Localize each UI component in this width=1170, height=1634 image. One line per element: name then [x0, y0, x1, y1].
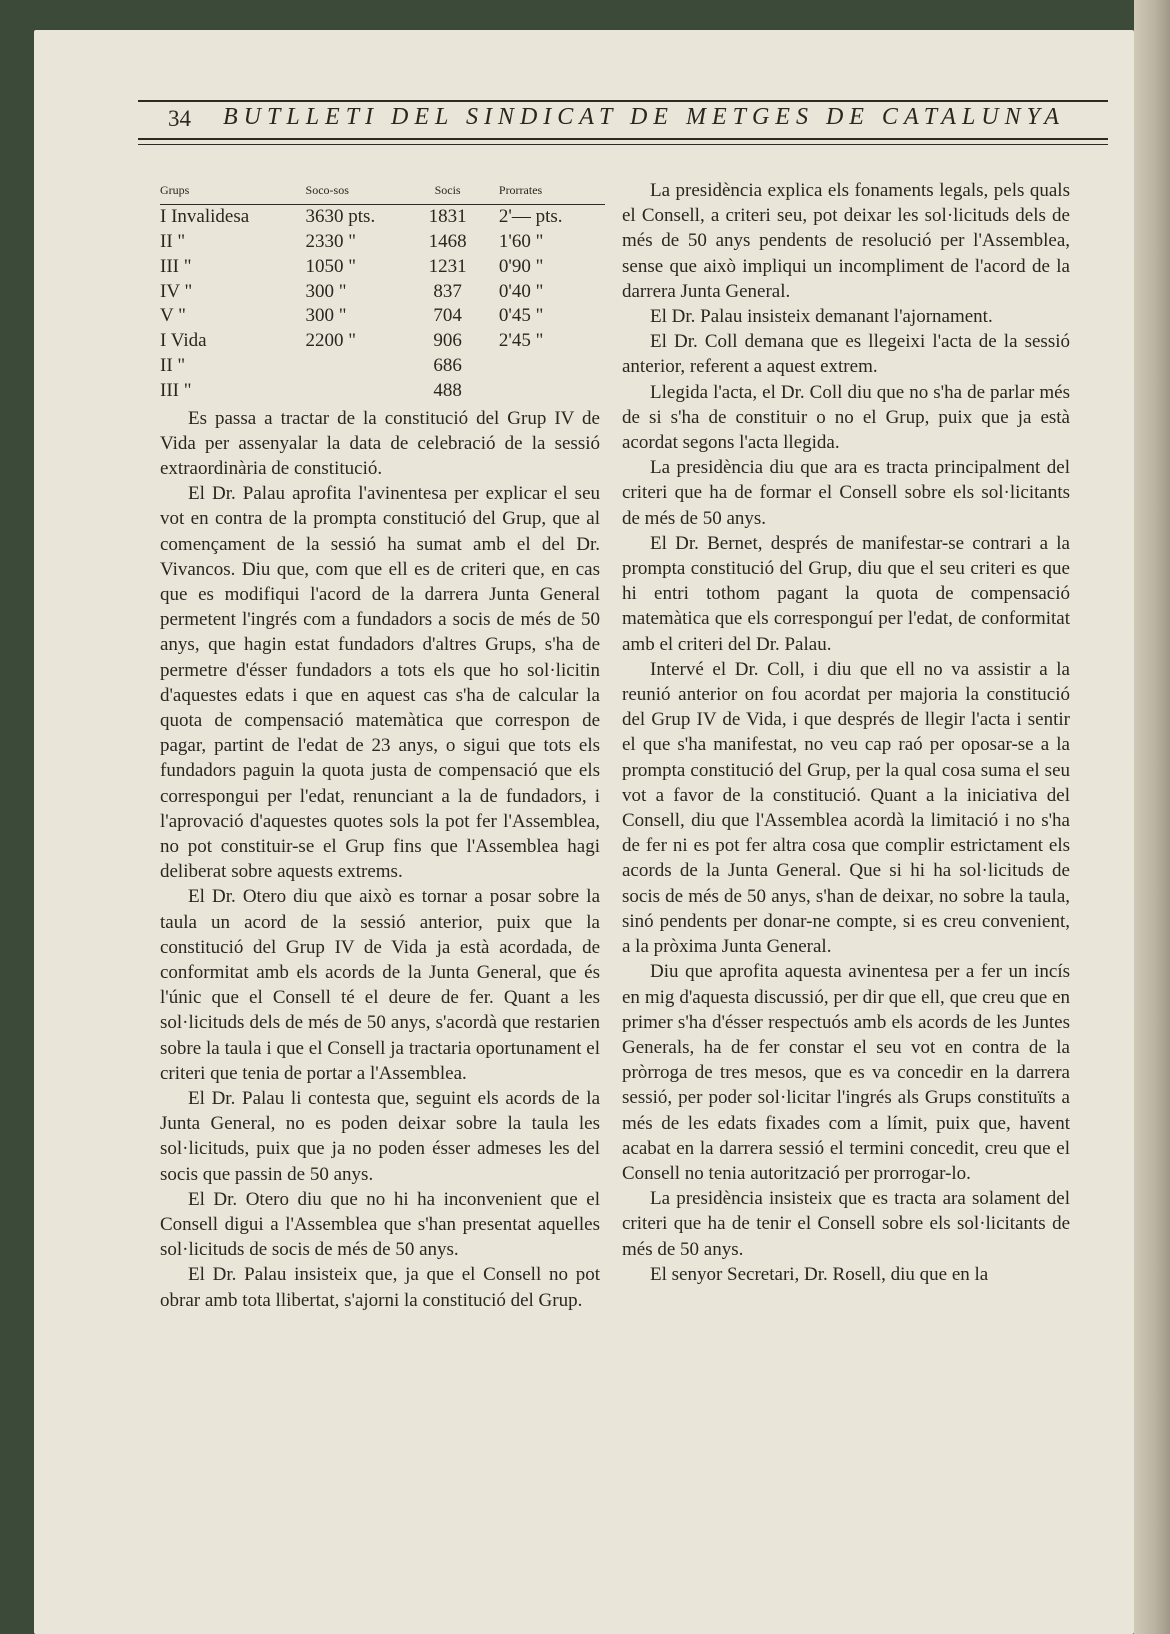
paragraph: El senyor Secretari, Dr. Rosell, diu que en la: [650, 1263, 989, 1285]
right-column: [622, 178, 1070, 1287]
table-row: [160, 379, 605, 404]
table-cell: 300 ": [305, 305, 347, 327]
paragraph: El Dr. Otero diu que no hi ha inconvenient que el Consell digui a l'Assemblea que s'han presentat aquelles sol·licituds de socis de més de 50 anys.: [160, 1188, 600, 1261]
journal-title: BUTLLETI DEL SINDICAT DE METGES DE CATALUNYA: [223, 104, 1065, 130]
table-header-socis: Socis: [410, 178, 485, 205]
table-cell: V ": [160, 305, 186, 327]
table-row: [160, 230, 605, 255]
table-cell: [298, 354, 411, 379]
table-row: [160, 329, 605, 354]
table-cell: 1'60 ": [498, 231, 544, 252]
table-cell: 488: [433, 379, 462, 401]
book-spine-edge: [1134, 0, 1170, 1634]
header-rule-top: [138, 100, 1108, 102]
paragraph: Intervé el Dr. Coll, i diu que ell no va assistir a la reunió anterior on fou acordat per majoria la constitució del Grup IV de Vida, i que després de llegir l'acta i sentir el que s'ha manifestat, no veu cap raó per oposar-se a la prompta constitució del Grup, per la qual cosa suma el seu vot a favor de la constitució. Quant a la iniciativa del Consell, diu que l'Assemblea acordà la limitació i no s'ha de fer ni es pot fer altra cosa que complir estrictament els acords de la Junta General. Que si hi ha sol·licituds de socis de més de 50 anys, s'han de deixar, no sobre la taula, sinó pendents per donar-ne compte, si es creu convenient, a la pròxima Junta General.: [622, 658, 1070, 958]
header-rule-bottom: [138, 138, 1108, 145]
table-cell: I Vida: [160, 330, 207, 352]
table-cell: [298, 379, 411, 404]
table-header-socorsos: Soco-sos: [298, 178, 411, 205]
table-cell: 837: [433, 280, 462, 302]
paragraph: Diu que aprofita aquesta avinentesa per a fer un incís en mig d'aquesta discussió, per dir que ell, que creu que en primer s'ha d'ésser respectuós amb els acords de les Juntes Generals, ha de fer constar el seu vot en contra de la pròrroga de tres mesos, que es va concedir en la darrera sessió, per poder sol·licitar l'ingrés als Grups constituïts a més de les edats fixades com a límit, puix que, havent acabat en la darrera sessió el termini concedit, creu que el Consell no tenia autorització per prorrogar-lo.: [622, 961, 1070, 1184]
page-number: 34: [168, 106, 191, 131]
paragraph: La presidència insisteix que es tracta ara solament del criteri que ha de tenir el Consell sobre els sol·licitants de més de 50 anys.: [622, 1188, 1070, 1260]
table-row: [160, 354, 605, 379]
table-cell: I Invalidesa: [160, 206, 250, 228]
table-row: [160, 255, 605, 280]
running-header: [138, 100, 1108, 146]
paragraph: El Dr. Bernet, després de manifestar-se contrari a la prompta constitució del Grup, diu que el seu criteri es que hi entri tothom pagant la quota de compensació matemàtica que els corresponguí per l'edat, de conformitat amb el criteri del Dr. Palau.: [622, 532, 1070, 655]
paragraph: El Dr. Palau insisteix demanant l'ajornament.: [650, 306, 993, 328]
table-header-prorrates: Prorrates: [485, 178, 605, 205]
paragraph: El Dr. Palau li contesta que, seguint els acords de la Junta General, no es poden deixar sobre la taula les sol·licituds, puix que ja no poden ésser admeses les del socis que passin de 50 anys.: [160, 1088, 600, 1185]
table-cell: 2'— pts.: [498, 206, 563, 228]
paragraph: Llegida l'acta, el Dr. Coll diu que no s'ha de parlar més de si s'ha de constituir o no el Grup, puix que ja està acordat segons l'acta llegida.: [622, 381, 1070, 454]
table-cell: 2330 ": [305, 231, 357, 252]
table-cell: 300 ": [305, 280, 347, 302]
paragraph: Es passa a tractar de la constitució del Grup IV de Vida per assenyalar la data de celebració de la sessió extraordinària de constitució.: [160, 407, 600, 479]
table-cell: IV ": [160, 280, 193, 302]
table-cell: II ": [160, 354, 186, 376]
table-cell: 686: [433, 354, 462, 376]
table-cell: III ": [160, 255, 192, 277]
table-cell: II ": [160, 231, 186, 252]
groups-table: [160, 178, 605, 404]
table-cell: 704: [433, 305, 462, 327]
paragraph: La presidència explica els fonaments legals, pels quals el Consell, a criteri seu, pot deixar les sol·licituds dels de més de 50 anys pendents de resolució per l'Assemblea, sense que això impliqui un incompliment de l'acord de la darrera Junta General.: [622, 180, 1070, 302]
table-cell: [485, 354, 605, 379]
table-row: [160, 304, 605, 329]
table-row: [160, 205, 605, 230]
paragraph: El Dr. Palau insisteix que, ja que el Consell no pot obrar amb tota llibertat, s'ajorni la constitució del Grup.: [160, 1264, 600, 1311]
table-cell: 2'45 ": [498, 330, 544, 352]
table-header-grups: Grups: [160, 178, 298, 205]
paragraph: El Dr. Coll demana que es llegeixi l'acta de la sessió anterior, referent a aquest extrem.: [622, 331, 1070, 378]
table-row: [160, 280, 605, 305]
table-cell: 1231: [428, 255, 467, 277]
table-cell: III ": [160, 379, 192, 401]
table-cell: 0'45 ": [498, 305, 544, 327]
table-header-row: [160, 178, 605, 205]
table-cell: 0'90 ": [498, 255, 544, 277]
paragraph: El Dr. Otero diu que això es tornar a posar sobre la taula un acord de la sessió anterior, puix que la constitució del Grup IV de Vida ja està acordada, de conformitat amb els acords de la Junta General, que és l'únic que el Consell té el deure de fer. Quant a les sol·licituds dels de més de 50 anys, s'acordà que restarien sobre la taula i que el Consell ja tractaria oportunament el criteri que tenia de portar a l'Assemblea.: [160, 886, 600, 1084]
table-cell: 1468: [428, 231, 467, 252]
table-cell: 1831: [428, 206, 467, 228]
table-cell: 906: [433, 330, 462, 352]
table-cell: 3630 pts.: [305, 206, 376, 228]
paragraph: La presidència diu que ara es tracta principalment del criteri que ha de formar el Consell sobre els sol·licitants de més de 50 anys.: [622, 457, 1070, 529]
table-cell: 0'40 ": [498, 280, 544, 302]
paragraph: El Dr. Palau aprofita l'avinentesa per explicar el seu vot en contra de la prompta constitució del Grup, que al començament de la sessió ha sumat amb el del Dr. Vivancos. Diu que, com que ell es de criteri que, en cas que es modifiqui l'acord de la darrera Junta General permetent l'ingrés com a fundadors a socis de més de 50 anys, que hagin estat fundadors d'altres Grups, s'ha de permetre d'ésser fundadors a tots els que ho sol·licitin d'aquestes edats i que en aquest cas s'ha de calcular la quota de compensació matemàtica que correspon de pagar, partint de l'edat de 23 anys, o sigui que tots els fundadors paguin la quota justa de compensació que els correspongui per l'edat, renunciant a la de fundadors, i l'aprovació d'aquestes quotes sols la pot fer l'Assemblea, no pot constituir-se el Grup fins que l'Assemblea hagi deliberat sobre aquests extrems.: [160, 483, 600, 883]
table-cell: 2200 ": [305, 330, 357, 352]
left-column: [160, 178, 600, 1313]
table-cell: 1050 ": [305, 255, 357, 277]
table-cell: [485, 379, 605, 404]
